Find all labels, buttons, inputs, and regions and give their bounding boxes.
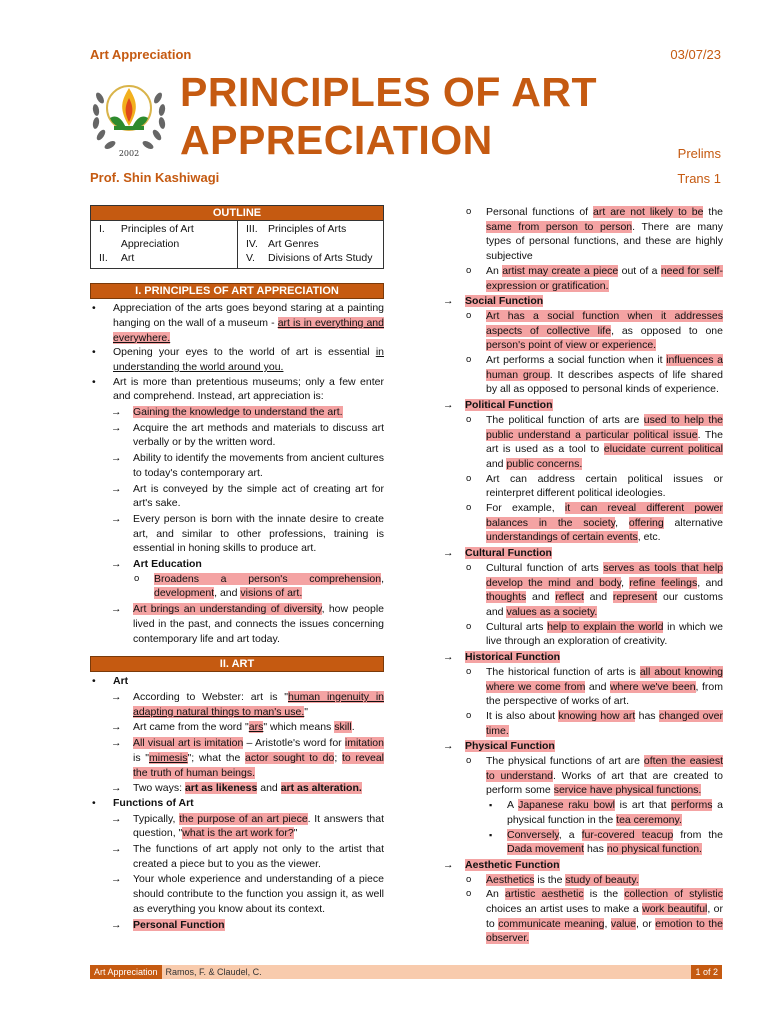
- list-item: o Art performs a social function when it influences a human group. It describes aspects of life shared by all as opposed to personal kinds of experience.: [464, 353, 723, 397]
- section2-list: [90, 674, 384, 932]
- right-column: [443, 205, 723, 946]
- list-item: ▪ A Japanese raku bowl is art that performs a physical function in the tea ceremony.: [487, 798, 723, 827]
- list-item: o The political function of arts are used to help the public understand a particular political issue. The art is used as a tool to elucidate current political and public concerns.: [464, 413, 723, 472]
- list-item: → Acquire the art methods and materials to discuss art verbally or by the written word.: [111, 421, 384, 450]
- list-item: o The historical function of arts is all about knowing where we come from and where we've been, from the perspective of works of art.: [464, 665, 723, 709]
- list-item: → Art brings an understanding of diversity, how people lived in the past, and connects the issues concerning contemporary life and art today.: [111, 602, 384, 646]
- professor-name: Prof. Shin Kashiwagi: [90, 170, 220, 185]
- outline-box: [90, 205, 384, 269]
- list-item: → Gaining the knowledge to understand the art.: [111, 405, 384, 420]
- outline-title: OUTLINE: [91, 206, 383, 221]
- list-item: → The functions of art apply not only to the artist that created a piece but to you as the viewer.: [111, 842, 384, 871]
- course-name: Art Appreciation: [90, 47, 192, 62]
- list-item: ▪ Conversely, a fur-covered teacup from the Dada movement has no physical function.: [487, 828, 723, 857]
- trans-label: Trans 1: [677, 171, 721, 186]
- list-item: → Cultural Function o Cultural function of arts serves as tools that help develop the mind and body, refine feelings, and thoughts and reflect and represent our customs and values as a society. o Cultural arts help to explain the world in which we live through an exploration of creativity.: [443, 546, 723, 649]
- footer-course: Art Appreciation: [90, 965, 162, 979]
- list-item: o Cultural arts help to explain the world in which we live through an exploration of creativity.: [464, 620, 723, 649]
- list-item: o An artist may create a piece out of a need for self-expression or gratification.: [464, 264, 723, 293]
- page-footer: [90, 965, 722, 979]
- page-title: PRINCIPLES OF ART APPRECIATION: [180, 69, 597, 163]
- outline-item: V. Divisions of Arts Study: [246, 252, 373, 265]
- list-item: o Art has a social function when it addresses aspects of collective life, as opposed to one person's point of view or experience.: [464, 309, 723, 353]
- outline-item: IV. Art Genres: [246, 237, 319, 250]
- term-label: Prelims: [677, 146, 721, 161]
- section-heading: II. ART: [90, 656, 384, 672]
- page-number: 1 of 2: [691, 965, 722, 979]
- outline-item: III. Principles of Arts: [246, 223, 347, 235]
- list-item: o The physical functions of art are often the easiest to understand. Works of art that are created to perform some service have physical functions. ▪ A Japanese raku bowl is art that performs a physical function in the tea ceremony. ▪ Conversely, a fur-covered teacup from the Dada movement has no physical function.: [464, 754, 723, 857]
- list-item: • Opening your eyes to the world of art is essential in understanding the world around you.: [90, 345, 384, 374]
- list-item: o Aesthetics is the study of beauty.: [464, 873, 723, 888]
- list-item: → Art Education o Broadens a person's comprehension, development, and visions of art.: [111, 557, 384, 601]
- list-item: → Personal Function: [111, 918, 384, 933]
- list-item: → Art came from the word "ars" which means skill.: [111, 720, 384, 735]
- outline-item: II. Art: [99, 252, 135, 265]
- list-item: → Your whole experience and understanding of a piece should contribute to the function you assign it, as well as everything you know about its context.: [111, 872, 384, 916]
- footer-authors: Ramos, F. & Claudel, C.: [165, 967, 262, 977]
- list-item: → Typically, the purpose of an art piece. It answers that question, "what is the art work for?": [111, 812, 384, 841]
- list-item: → According to Webster: art is "human ingenuity in adapting natural things to man's use.": [111, 690, 384, 719]
- list-item: o Cultural function of arts serves as tools that help develop the mind and body, refine feelings, and thoughts and reflect and represent our customs and values as a society.: [464, 561, 723, 620]
- list-item: o It is also about knowing how art has changed over time.: [464, 709, 723, 738]
- list-item: → Historical Function o The historical function of arts is all about knowing where we come from and where we've been, from the perspective of works of art. o It is also about knowing how art has changed over time.: [443, 650, 723, 738]
- date: 03/07/23: [670, 47, 721, 62]
- list-item: → Two ways: art as likeness and art as alteration.: [111, 781, 384, 796]
- list-item: → Aesthetic Function o Aesthetics is the study of beauty. o An artistic aesthetic is the collection of stylistic choices an artist uses to make a work beautiful, or to communicate meaning, value, or emotion to the observer.: [443, 858, 723, 946]
- list-item: • Art is more than pretentious museums; only a few enter and comprehend. Instead, art appreciation is: → Gaining the knowledge to understand the art. → Acquire the art methods and materials to discuss art verbally or by the written word. → Ability to identify the movements from ancient cultures to today's contemporary art. → Art is conveyed by the simple act of creating art for art's sake. → Every person is born with the innate desire to create art, and similar to other professions, training is essential in honing skills to produce art. → Art Education o Broadens a person's comprehension, development, and visions of art. → Art brings an understanding of diversity, how people lived in the past, and connects the issues concerning contemporary life and art today.: [90, 375, 384, 647]
- list-item: o Broadens a person's comprehension, development, and visions of art.: [132, 572, 384, 601]
- list-item: o An artistic aesthetic is the collection of stylistic choices an artist uses to make a work beautiful, or to communicate meaning, value, or emotion to the observer.: [464, 887, 723, 946]
- list-item: • Functions of Art → Typically, the purpose of an art piece. It answers that question, "what is the art work for?" → The functions of art apply not only to the artist that created a piece but to you as the viewer. → Your whole experience and understanding of a piece should contribute to the function you assign it, as well as everything you know about its context. → Personal Function: [90, 796, 384, 932]
- section1-list: [90, 301, 384, 646]
- list-item: o Art can address certain political issues or reinterpret different political ideologies.: [464, 472, 723, 501]
- list-item: → Political Function o The political function of arts are used to help the public understand a particular political issue. The art is used as a tool to elucidate current political and public concerns. o Art can address certain political issues or reinterpret different political ideologies. o For example, it can reveal different power balances in the society, offering alternative understandings of certain events, etc.: [443, 398, 723, 545]
- list-item: → All visual art is imitation – Aristotle's word for imitation is "mimesis"; what the actor sought to do; to reveal the truth of human beings.: [111, 736, 384, 780]
- logo-year: 2002: [118, 149, 140, 158]
- list-item: • Art → According to Webster: art is "human ingenuity in adapting natural things to man's use." → Art came from the word "ars" which means skill. → All visual art is imitation – Aristotle's word for imitation is "mimesis"; what the actor sought to do; to reveal the truth of human beings. → Two ways: art as likeness and art as alteration.: [90, 674, 384, 796]
- outline-item: I. Principles of Art Appreciation: [99, 223, 194, 250]
- list-item: → Physical Function o The physical functions of art are often the easiest to understand. Works of art that are created to perform some service have physical functions. ▪ A Japanese raku bowl is art that performs a physical function in the tea ceremony. ▪ Conversely, a fur-covered teacup from the Dada movement has no physical function.: [443, 739, 723, 857]
- school-logo-icon: [88, 68, 170, 162]
- section-heading: I. PRINCIPLES OF ART APPRECIATION: [90, 283, 384, 299]
- list-item: o For example, it can reveal different power balances in the society, offering alternative understandings of certain events, etc.: [464, 501, 723, 545]
- list-item: → Every person is born with the innate desire to create art, and similar to other professions, training is essential in honing skills to produce art.: [111, 512, 384, 556]
- list-item: o Personal functions of art are not likely to be the same from person to person. There are many types of personal functions, and these are highly subjective: [464, 205, 723, 264]
- left-column: [90, 205, 384, 932]
- list-item: • Appreciation of the arts goes beyond staring at a painting hanging on the wall of a museum - art is in everything and everywhere.: [90, 301, 384, 345]
- list-item: → Ability to identify the movements from ancient cultures to today's contemporary art.: [111, 451, 384, 480]
- list-item: → Social Function o Art has a social function when it addresses aspects of collective life, as opposed to one person's point of view or experience. o Art performs a social function when it influences a human group. It describes aspects of life shared by all as opposed to personal kinds of experience.: [443, 294, 723, 397]
- list-item: → Art is conveyed by the simple act of creating art for art's sake.: [111, 482, 384, 511]
